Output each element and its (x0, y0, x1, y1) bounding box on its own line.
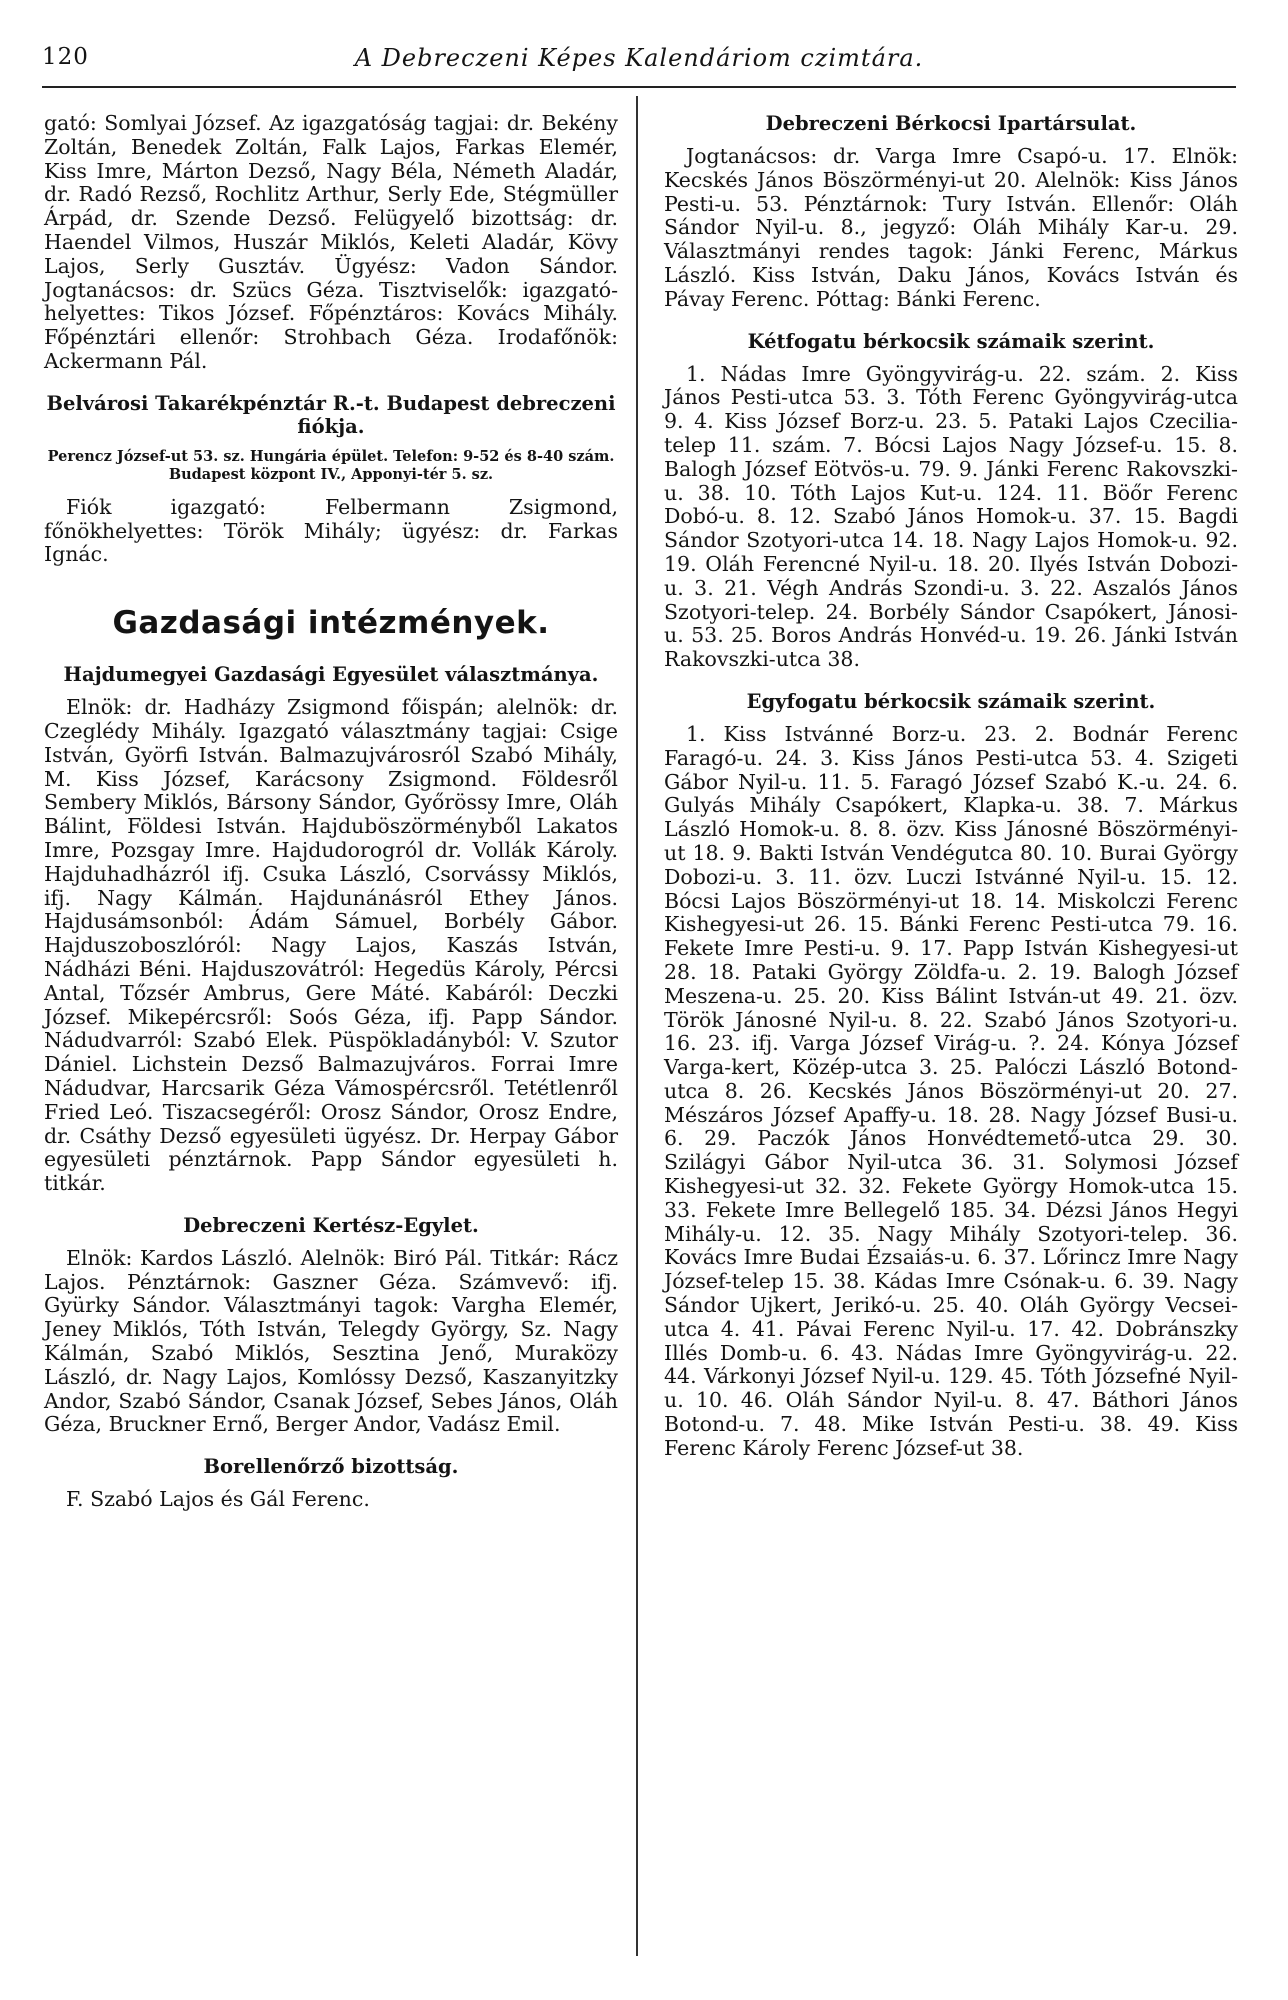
bank-address (44, 448, 618, 484)
egyfogatu-heading: Egyfogatu bérkocsik számaik szerint. (746, 689, 1156, 713)
right-column (664, 112, 1238, 1461)
berkocsi-heading: Debreczeni Bérkocsi Ipartársulat. (765, 112, 1137, 135)
bank-address-line-2: Budapest központ IV., Apponyi-tér 5. sz. (168, 465, 494, 483)
borellenor-heading: Borellenőrző bizottság. (203, 1455, 459, 1479)
section-heading: Gazdasági intézmények. (112, 605, 550, 642)
header-rule (42, 86, 1236, 88)
kertesz-heading: Debreczeni Kertész-Egylet. (183, 1213, 479, 1237)
hajdu-paragraph: Elnök: dr. Hadházy Zsigmond főispán; alelnök: dr. Czeglédy Mihály. Igazgató választmány tagjai: Csige István, Györfi István. Balmazujvárosról Szabó Mihály, M. Kiss József, Karácsony Zsigmond. Földesről Sembery Miklós, Bársony Sándor, Győrössy Imre, Oláh Bálint, Földesi István. Hajduböszörményből Lakatos Imre, Pozsgay Imre. Hajdudorogról dr. Vollák Károly. Hajduhadházról ifj. Csuka László, Csorvássy Miklós, ifj. Nagy Kálmán. Hajdunánásról Ethey János. Hajdusámsonból: Ádám Sámuel, Borbély Gábor. Hajduszoboszlóról: Nagy Lajos, Kaszás István, Nádházi Béni. Hajduszovátról: Hegedüs Károly, Pércsi Antal, Tőzsér Ambrus, Gere Máté. Kabáról: Deczki József. Mikepércsről: Soós Géza, ifj. Papp Sándor. Nádudvarról: Szabó Elek. Püspökladányból: V. Szutor Dániel. Lichstein Dezső Balmazujváros. Forrai Imre Nádudvar, Harcsarik Géza Vámospércsről. Tetétlenről Fried Leó. Tiszacsegéről: Orosz Sándor, Orosz Endre, dr. Csáthy Dezső egyesületi ügyész. Dr. Herpay Gábor egyesületi pénztárnok. Papp Sándor egyesületi h. titkár. (44, 695, 618, 1196)
page-number: 120 (42, 44, 89, 70)
hajdu-heading: Hajdumegyei Gazdasági Egyesület választmánya. (63, 663, 599, 687)
berkocsi-paragraph: Jogtanácsos: dr. Varga Imre Csapó-u. 17. Elnök: Kecskés János Böszörményi-ut 20. Alelnök: Kiss János Pesti-u. 53. Pénztárnok: Tury István. Ellenőr: Oláh Sándor Nyil-u. 8., jegyző: Oláh Mihály Kar-u. 29. Választmányi rendes tagok: Jánki Ferenc, Márkus László. Kiss István, Daku János, Kovács István és Pávay Ferenc. Póttag: Bánki Ferenc. (664, 144, 1238, 311)
page-header (42, 44, 1236, 80)
kertesz-paragraph: Elnök: Kardos László. Alelnök: Biró Pál. Titkár: Rácz Lajos. Pénztárnok: Gaszner Géza. Számvevő: ifj. Gyürky Sándor. Választmányi tagok: Vargha Elemér, Jeney Miklós, Tóth István, Telegdy György, Sz. Nagy Kálmán, Szabó Miklós, Sesztina Jenő, Muraközy László, dr. Nagy Lajos, Komlóssy Dezső, Kaszanyitzky Andor, Szabó Sándor, Csanak József, Sebes János, Oláh Géza, Bruckner Ernő, Berger Andor, Vadász Emil. (44, 1245, 618, 1437)
egyfogatu-paragraph: 1. Kiss Istvánné Borz-u. 23. 2. Bodnár Ferenc Faragó-u. 24. 3. Kiss János Pesti-utca 53. 4. Szigeti Gábor Nyil-u. 11. 5. Faragó József Szabó K.-u. 24. 6. Gulyás Mihály Csapókert, Klapka-u. 38. 7. Márkus László Homok-u. 8. 8. özv. Kiss Jánosné Böszörményi-ut 18. 9. Bakti István Vendégutca 80. 10. Burai György Dobozi-u. 3. 11. özv. Luczi Istvánné Nyil-u. 15. 12. Bócsi Lajos Böszörményi-ut 18. 14. Miskolczi Ferenc Kishegyesi-ut 26. 15. Bánki Ferenc Pesti-utca 79. 16. Fekete Imre Pesti-u. 9. 17. Papp István Kishegyesi-ut 28. 18. Pataki György Zöldfa-u. 2. 19. Balogh József Meszena-u. 25. 20. Kiss Bálint István-ut 49. 21. özv. Török Jánosné Nyil-u. 8. 22. Szabó János Szotyori-u. 16. 23. ifj. Varga József Virág-u. ?. 24. Kónya József Varga-kert, Közép-utca 3. 25. Palóczi László Botond-utca 8. 26. Kecskés János Böszörményi-ut 20. 27. Mészáros József Apaffy-u. 18. 28. Nagy József Busi-u. 6. 29. Paczók János Honvédtemető-utca 29. 30. Szilágyi Gábor Nyil-utca 36. 31. Solymosi József Kishegyesi-ut 32. 32. Fekete György Homok-utca 15. 33. Fekete Imre Bellegelő 185. 34. Dézsi János Hegyi Mihály-u. 12. 35. Nagy Mihály Szotyori-telep. 36. Kovács Imre Budai Ézsaiás-u. 6. 37. Lőrincz Imre Nagy József-telep 15. 38. Kádas Imre Csónak-u. 6. 39. Nagy Sándor Ujkert, Jerikó-u. 25. 40. Oláh György Vecsei-utca 4. 41. Pávai Ferenc Nyil-u. 17. 42. Dobránszky Illés Domb-u. 6. 43. Nádas Imre Gyöngyvirág-u. 22. 44. Várkonyi József Nyil-u. 129. 45. Tóth Józsefné Nyil-u. 10. 46. Oláh Sándor Nyil-u. 8. 47. Báthori János Botond-u. 7. 48. Mike István Pesti-u. 38. 49. Kiss Ferenc Károly Ferenc József-ut 38. (664, 721, 1238, 1460)
running-head: A Debreczeni Képes Kalendáriom czimtára. (354, 44, 924, 72)
ketfogatu-paragraph: 1. Nádas Imre Gyöngyvirág-u. 22. szám. 2. Kiss János Pesti-utca 53. 3. Tóth Ferenc Gyöngyvirág-utca 9. 4. Kiss József Borz-u. 23. 5. Pataki Lajos Czecilia-telep 11. szám. 7. Bócsi Lajos Nagy József-u. 15. 8. Balogh József Eötvös-u. 79. 9. Jánki Ferenc Rakovszki-u. 38. 10. Tóth Lajos Kut-u. 124. 11. Böőr Ferenc Dobó-u. 8. 12. Szabó János Homok-u. 37. 15. Bagdi Sándor Szotyori-utca 14. 18. Nagy Lajos Homok-u. 92. 19. Oláh Ferencné Nyil-u. 18. 20. Ilyés István Dobozi-u. 3. 21. Végh András Szondi-u. 3. 22. Aszalós János Szotyori-telep. 24. Borbély Sándor Csapókert, Jánosi-u. 53. 25. Boros András Honvéd-u. 19. 26. Jánki István Rakovszki-utca 38. (664, 361, 1238, 672)
left-column (44, 112, 618, 1512)
ketfogatu-heading: Kétfogatu bérkocsik számaik szerint. (747, 329, 1155, 353)
bank-address-line-1: Perencz József-ut 53. sz. Hungária épület. Telefon: 9-52 és 8-40 szám. (47, 447, 615, 465)
bank-heading: Belvárosi Takarékpénztár R.-t. Budapest debreczeni fiókja. (46, 391, 616, 438)
borellenor-paragraph: F. Szabó Lajos és Gál Ferenc. (66, 1487, 370, 1512)
intro-paragraph: gató: Somlyai József. Az igazgatóság tagjai: dr. Bekény Zoltán, Benedek Zoltán, Falk Lajos, Farkas Elemér, Kiss Imre, Márton Dezső, Nagy Béla, Németh Aladár, dr. Radó Rezső, Rochlitz Arthur, Serly Ede, Stégmüller Árpád, dr. Szende Dezső. Felügyelő bizottság: dr. Haendel Vilmos, Huszár Miklós, Keleti Aladár, Kövy Lajos, Serly Gusztáv. Ügyész: Vadon Sándor. Jogtanácsos: dr. Szücs Géza. Tisztviselők: igazgató-helyettes: Tikos József. Főpénztáros: Kovács Mihály. Főpénztári ellenőr: Strohbach Géza. Irodafőnök: Ackermann Pál. (44, 111, 618, 373)
bank-paragraph: Fiók igazgató: Felbermann Zsigmond, főnökhelyettes: Török Mihály; ügyész: dr. Farkas Ignác. (44, 494, 618, 567)
column-divider (636, 96, 638, 1956)
